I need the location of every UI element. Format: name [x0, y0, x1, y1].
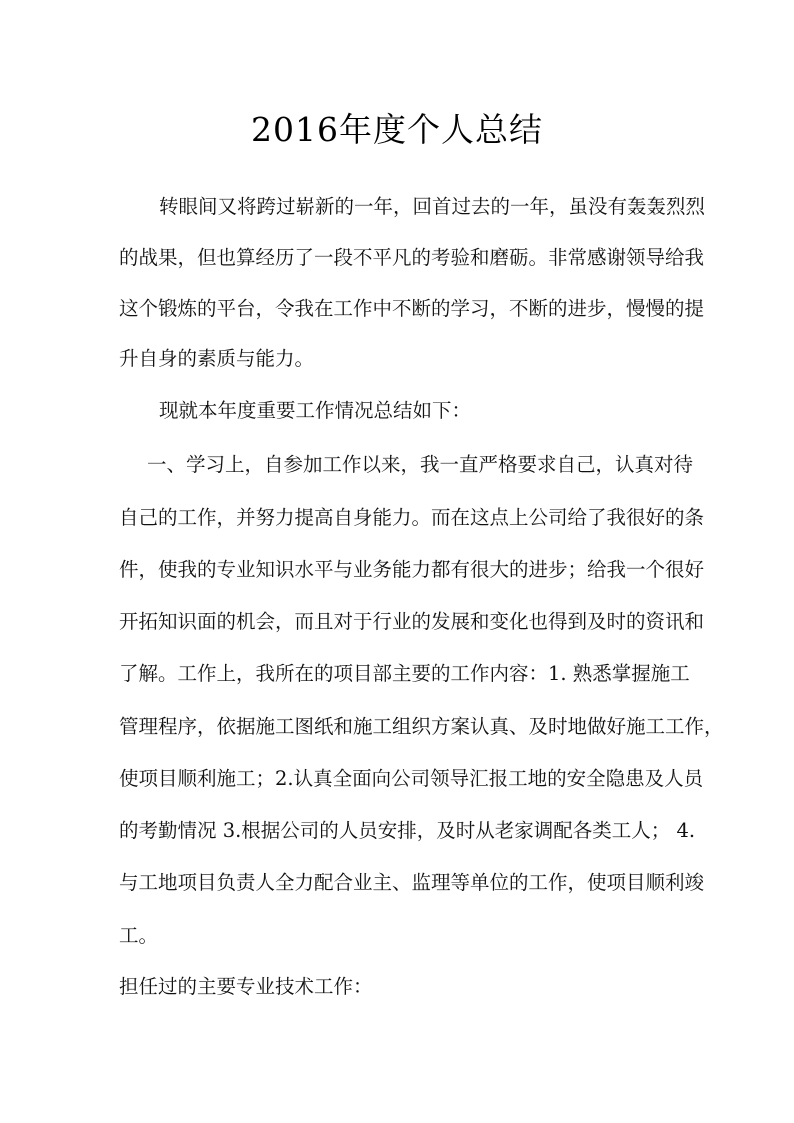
- paragraph-line: 转眼间又将跨过崭新的一年，回首过去的一年，虽没有轰轰烈烈: [159, 195, 706, 218]
- document-title: 2016年度个人总结: [251, 110, 543, 149]
- paragraph-line: 使项目顺利施工；2.认真全面向公司领导汇报工地的安全隐患及人员: [119, 767, 704, 790]
- paragraph-line: 件，使我的专业知识水平与业务能力都有很大的进步；给我一个很好: [119, 558, 705, 581]
- paragraph-line: 现就本年度重要工作情况总结如下：: [159, 399, 472, 422]
- paragraph-line: 管理程序，依据施工图纸和施工组织方案认真、及时地做好施工工作，: [119, 715, 724, 738]
- paragraph-line: 这个锻炼的平台，令我在工作中不断的学习，不断的进步，慢慢的提: [119, 297, 705, 320]
- section-heading: 担任过的主要专业技术工作：: [119, 975, 373, 998]
- paragraph-line: 工。: [119, 924, 159, 947]
- paragraph-line: 与工地项目负责人全力配合业主、监理等单位的工作，使项目顺利竣: [119, 871, 705, 894]
- paragraph-line: 的考勤情况 3.根据公司的人员安排，及时从老家调配各类工人； 4.: [119, 819, 696, 842]
- paragraph-line: 的战果，但也算经历了一段不平凡的考验和磨砺。非常感谢领导给我: [119, 246, 705, 269]
- paragraph-line: 了解。工作上，我所在的项目部主要的工作内容：1. 熟悉掌握施工: [119, 662, 690, 685]
- paragraph-line: 开拓知识面的机会，而且对于行业的发展和变化也得到及时的资讯和: [119, 610, 705, 633]
- paragraph-line: 一、学习上，自参加工作以来，我一直严格要求自己，认真对待: [147, 453, 694, 476]
- paragraph-line: 自己的工作，并努力提高自身能力。而在这点上公司给了我很好的条: [119, 506, 705, 529]
- paragraph-line: 升自身的素质与能力。: [119, 347, 315, 370]
